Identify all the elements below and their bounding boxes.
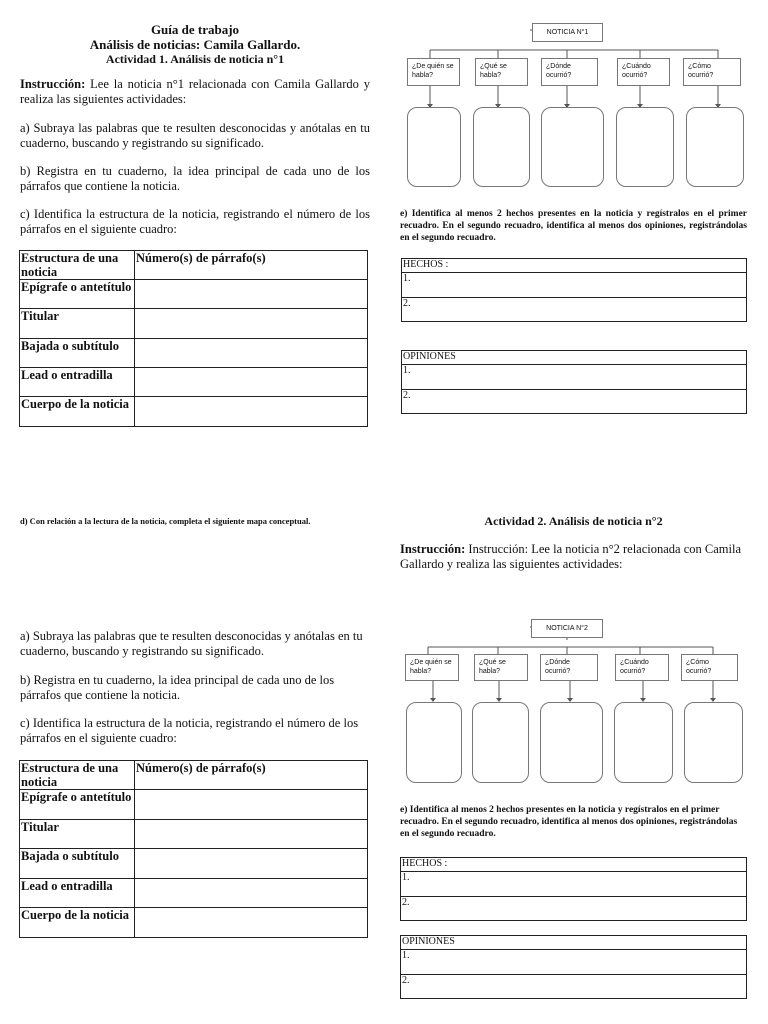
instruction-label: Instrucción:	[20, 77, 86, 91]
map1-question-who: ¿De quién se habla?	[407, 58, 460, 86]
map1-question-when: ¿Cuándo ocurrió?	[617, 58, 670, 86]
instruction-label: Instrucción:	[400, 542, 466, 556]
table-cell-answer[interactable]	[135, 849, 368, 879]
map2-question-what: ¿Qué se habla?	[474, 654, 528, 681]
opiniones-label: OPINIONES	[401, 936, 746, 950]
activity2-item-a: a) Subraya las palabras que te resulten desconocidas y anótalas en tu cuaderno, buscando y registrando su significado.	[20, 629, 363, 658]
opiniones-box-1	[401, 350, 747, 414]
map2-question-how: ¿Cómo ocurrió?	[681, 654, 738, 681]
table-row	[20, 820, 368, 849]
map1-answer-box[interactable]	[407, 107, 461, 187]
guide-title: Guía de trabajo	[150, 22, 240, 37]
map1-answer-box[interactable]	[616, 107, 674, 187]
activity1-item-c: c) Identifica la estructura de la noticia, registrando el número de los párrafos en el siguiente cuadro:	[20, 207, 370, 236]
table-row-label: Cuerpo de la noticia	[20, 397, 135, 427]
opiniones-row-2[interactable]: 2.	[402, 975, 410, 986]
table-cell-answer[interactable]	[135, 280, 368, 309]
activity1-heading: Actividad 1. Análisis de noticia n°1	[105, 52, 285, 66]
opiniones-row-1[interactable]: 1.	[402, 365, 746, 390]
map2-answer-box[interactable]	[406, 702, 462, 783]
table-row-label: Cuerpo de la noticia	[20, 908, 135, 938]
map1-answer-box[interactable]	[541, 107, 604, 187]
table-row	[20, 849, 368, 879]
table-col2-header: Número(s) de párrafo(s)	[135, 251, 368, 280]
table-col2-header: Número(s) de párrafo(s)	[135, 761, 368, 790]
map2-answer-box[interactable]	[472, 702, 529, 783]
map1-question-where: ¿Dónde ocurrió?	[541, 58, 598, 86]
instruction-text: Lee la noticia n°1 relacionada con Camila Gallardo y realiza las siguientes actividades:	[20, 77, 370, 106]
table-row	[20, 339, 368, 368]
activity2-item-b: b) Registra en tu cuaderno, la idea principal de cada uno de los párrafos que contiene la noticia.	[20, 673, 335, 702]
activity1-item-b: b) Registra en tu cuaderno, la idea principal de cada uno de los párrafos que contiene la noticia.	[20, 164, 370, 193]
table-row	[20, 309, 368, 339]
table-row-label: Epígrafe o antetítulo	[20, 280, 135, 309]
hechos-row-1[interactable]: 1.	[402, 273, 746, 298]
table-cell-answer[interactable]	[135, 309, 368, 339]
activity1-item-d: d) Con relación a la lectura de la noticia, completa el siguiente mapa conceptual.	[20, 516, 311, 526]
map1-title-box: NOTICIA N°1	[532, 23, 603, 42]
table-cell-answer[interactable]	[135, 790, 368, 820]
hechos-label: HECHOS :	[402, 259, 746, 273]
opiniones-label: OPINIONES	[402, 351, 746, 365]
table-row-label: Lead o entradilla	[20, 879, 135, 908]
table-col1-header: Estructura de una noticia	[20, 761, 135, 790]
instruction-text: Instrucción: Lee la noticia n°2 relacionada con Camila Gallardo y realiza las siguientes actividades:	[400, 542, 742, 571]
map2-question-who: ¿De quién se habla?	[405, 654, 459, 681]
structure-table-2	[19, 760, 368, 938]
table-row	[20, 397, 368, 427]
activity2-item-c: c) Identifica la estructura de la noticia, registrando el número de los párrafos en el siguiente cuadro:	[20, 716, 359, 745]
table-row-label: Lead o entradilla	[20, 368, 135, 397]
hechos-box-2	[400, 857, 747, 921]
table-row-label: Epígrafe o antetítulo	[20, 790, 135, 820]
table-row	[20, 908, 368, 938]
map1-question-how: ¿Cómo ocurrió?	[683, 58, 741, 86]
table-cell-answer[interactable]	[135, 368, 368, 397]
activity1-item-e: e) Identifica al menos 2 hechos presentes en la noticia y regístralos en el primer recuadro. En el segundo recuadro, identifica al menos dos opiniones, registrándolas en el segundo recuadro.	[400, 209, 747, 243]
map2-answer-box[interactable]	[540, 702, 603, 783]
activity2-heading: Actividad 2. Análisis de noticia n°2	[484, 514, 663, 528]
table-row	[20, 368, 368, 397]
structure-table-1	[19, 250, 368, 427]
map2-question-when: ¿Cuándo ocurrió?	[615, 654, 669, 681]
map2-answer-box[interactable]	[614, 702, 673, 783]
map2-question-where: ¿Dónde ocurrió?	[540, 654, 598, 681]
hechos-box-1	[401, 258, 747, 322]
map2-title-box: NOTICIA N°2	[531, 619, 603, 638]
activity1-item-a: a) Subraya las palabras que te resulten desconocidas y anótalas en tu cuaderno, buscando y registrando su significado.	[20, 121, 370, 150]
table-cell-answer[interactable]	[135, 339, 368, 368]
table-row-label: Bajada o subtítulo	[20, 339, 135, 368]
table-row	[20, 879, 368, 908]
opiniones-row-1[interactable]: 1.	[401, 950, 746, 975]
table-cell-answer[interactable]	[135, 908, 368, 938]
map1-question-what: ¿Qué se habla?	[475, 58, 528, 86]
table-cell-answer[interactable]	[135, 397, 368, 427]
opiniones-box-2	[400, 935, 747, 999]
hechos-row-2[interactable]: 2.	[403, 298, 411, 309]
hechos-label: HECHOS :	[401, 858, 746, 872]
activity2-instruction	[400, 542, 750, 572]
table-header-row	[20, 251, 368, 280]
hechos-row-1[interactable]: 1.	[401, 872, 746, 897]
table-row-label: Titular	[20, 309, 135, 339]
activity2-item-e: e) Identifica al menos 2 hechos presentes en la noticia y regístralos en el primer recuadro. En el segundo recuadro, identifica al menos dos opiniones, registrándolas en el segundo recuadro.	[400, 805, 738, 839]
activity1-instruction	[20, 77, 370, 107]
map1-answer-box[interactable]	[473, 107, 530, 187]
map2-answer-box[interactable]	[684, 702, 743, 783]
table-col1-header: Estructura de una noticia	[20, 251, 135, 280]
map1-answer-box[interactable]	[686, 107, 744, 187]
table-row-label: Titular	[20, 820, 135, 849]
opiniones-row-2[interactable]: 2.	[403, 390, 411, 401]
table-cell-answer[interactable]	[135, 879, 368, 908]
table-header-row	[20, 761, 368, 790]
table-row-label: Bajada o subtítulo	[20, 849, 135, 879]
table-row	[20, 790, 368, 820]
table-row	[20, 280, 368, 309]
table-cell-answer[interactable]	[135, 820, 368, 849]
guide-subtitle: Análisis de noticias: Camila Gallardo.	[89, 37, 301, 52]
hechos-row-2[interactable]: 2.	[402, 897, 410, 908]
